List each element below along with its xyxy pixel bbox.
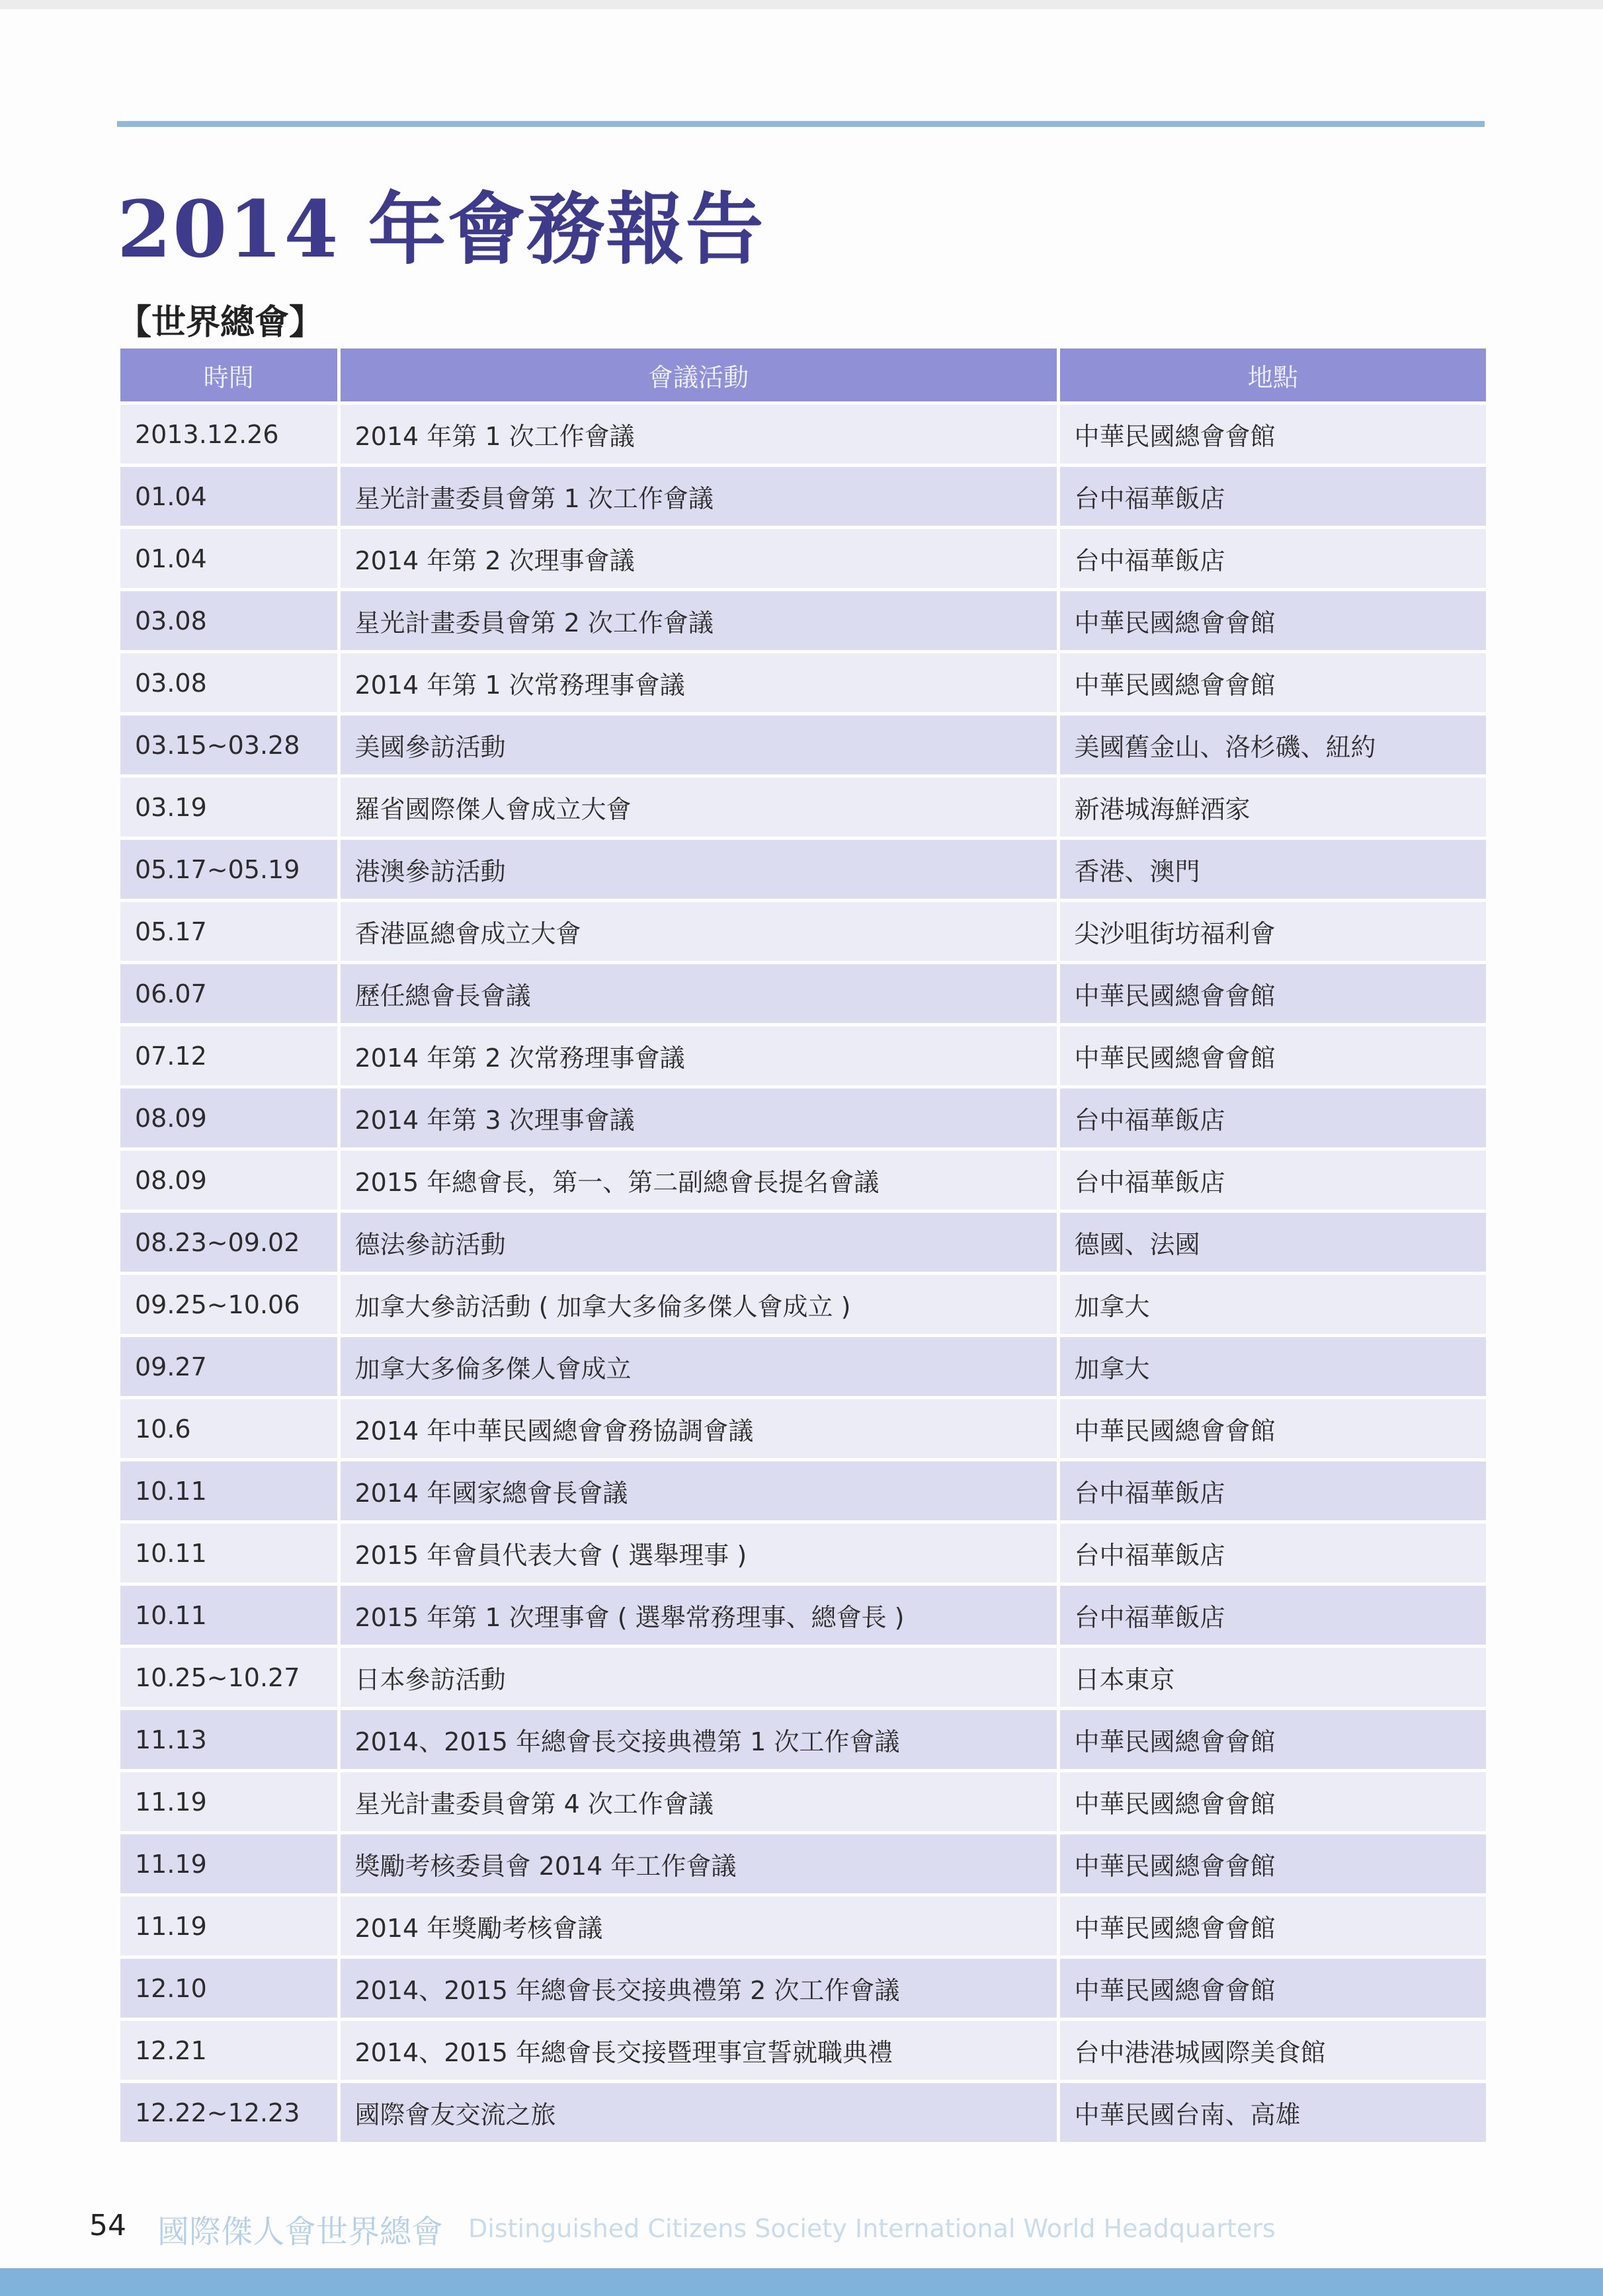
cell-date: 12.10 bbox=[120, 1957, 339, 2020]
cell-location: 新港城海鮮酒家 bbox=[1058, 776, 1486, 839]
cell-location: 台中福華飯店 bbox=[1058, 1087, 1486, 1149]
table-row bbox=[120, 714, 1486, 776]
cell-location: 美國舊金山、洛杉磯、紐約 bbox=[1058, 714, 1486, 776]
cell-activity: 2015 年總會長，第一、第二副總會長提名會議 bbox=[339, 1149, 1058, 1211]
table-row bbox=[120, 1833, 1486, 1895]
cell-location: 加拿大 bbox=[1058, 1336, 1486, 1398]
cell-location: 中華民國總會會館 bbox=[1058, 1398, 1486, 1460]
table-row bbox=[120, 1274, 1486, 1336]
cell-location: 中華民國總會會館 bbox=[1058, 1771, 1486, 1833]
table-row bbox=[120, 1398, 1486, 1460]
table-row bbox=[120, 1895, 1486, 1957]
schedule-table bbox=[120, 348, 1486, 2142]
cell-activity: 星光計畫委員會第 1 次工作會議 bbox=[339, 466, 1058, 528]
cell-date: 03.08 bbox=[120, 590, 339, 652]
footer-subtitle: Distinguished Citizens Society International World Headquarters bbox=[468, 2214, 1276, 2243]
page-title: 2014 年會務報告 bbox=[117, 183, 765, 275]
cell-activity: 2014 年第 2 次常務理事會議 bbox=[339, 1025, 1058, 1087]
cell-date: 11.19 bbox=[120, 1833, 339, 1895]
cell-activity: 2014、2015 年總會長交接典禮第 2 次工作會議 bbox=[339, 1957, 1058, 2020]
header-activity: 會議活動 bbox=[339, 348, 1058, 403]
cell-date: 05.17 bbox=[120, 901, 339, 963]
page-top-edge bbox=[0, 0, 1603, 9]
table-row bbox=[120, 466, 1486, 528]
cell-date: 10.25~10.27 bbox=[120, 1647, 339, 1709]
cell-date: 09.25~10.06 bbox=[120, 1274, 339, 1336]
table-row bbox=[120, 1771, 1486, 1833]
cell-date: 07.12 bbox=[120, 1025, 339, 1087]
table-row bbox=[120, 1709, 1486, 1771]
cell-date: 2013.12.26 bbox=[120, 403, 339, 466]
cell-activity: 日本參訪活動 bbox=[339, 1647, 1058, 1709]
cell-location: 中華民國總會會館 bbox=[1058, 590, 1486, 652]
cell-date: 12.21 bbox=[120, 2020, 339, 2082]
cell-location: 台中福華飯店 bbox=[1058, 1149, 1486, 1211]
cell-activity: 2014、2015 年總會長交接暨理事宣誓就職典禮 bbox=[339, 2020, 1058, 2082]
table-row bbox=[120, 1584, 1486, 1647]
table-row bbox=[120, 1957, 1486, 2020]
cell-date: 06.07 bbox=[120, 963, 339, 1025]
footer-title: 國際傑人會世界總會 bbox=[157, 2213, 444, 2250]
cell-activity: 加拿大參訪活動 ( 加拿大多倫多傑人會成立 ) bbox=[339, 1274, 1058, 1336]
table-row bbox=[120, 1522, 1486, 1584]
cell-date: 03.19 bbox=[120, 776, 339, 839]
table-row bbox=[120, 1025, 1486, 1087]
cell-date: 05.17~05.19 bbox=[120, 839, 339, 901]
table-row bbox=[120, 963, 1486, 1025]
table-row bbox=[120, 652, 1486, 714]
cell-activity: 2014 年第 1 次工作會議 bbox=[339, 403, 1058, 466]
cell-activity: 2014 年獎勵考核會議 bbox=[339, 1895, 1058, 1957]
cell-location: 中華民國總會會館 bbox=[1058, 963, 1486, 1025]
footer-bar bbox=[0, 2268, 1603, 2296]
cell-date: 03.15~03.28 bbox=[120, 714, 339, 776]
cell-activity: 2015 年第 1 次理事會 ( 選舉常務理事、總會長 ) bbox=[339, 1584, 1058, 1647]
cell-date: 10.6 bbox=[120, 1398, 339, 1460]
table-row bbox=[120, 1211, 1486, 1274]
cell-activity: 國際會友交流之旅 bbox=[339, 2082, 1058, 2143]
cell-date: 12.22~12.23 bbox=[120, 2082, 339, 2143]
table-row bbox=[120, 1336, 1486, 1398]
table-row bbox=[120, 901, 1486, 963]
table-row bbox=[120, 2020, 1486, 2082]
table-row bbox=[120, 1647, 1486, 1709]
cell-location: 中華民國總會會館 bbox=[1058, 1709, 1486, 1771]
cell-activity: 2015 年會員代表大會 ( 選舉理事 ) bbox=[339, 1522, 1058, 1584]
cell-activity: 香港區總會成立大會 bbox=[339, 901, 1058, 963]
cell-date: 10.11 bbox=[120, 1460, 339, 1522]
cell-activity: 獎勵考核委員會 2014 年工作會議 bbox=[339, 1833, 1058, 1895]
cell-location: 台中福華飯店 bbox=[1058, 1584, 1486, 1647]
cell-location: 中華民國總會會館 bbox=[1058, 403, 1486, 466]
cell-activity: 2014 年中華民國總會會務協調會議 bbox=[339, 1398, 1058, 1460]
cell-location: 德國、法國 bbox=[1058, 1211, 1486, 1274]
table-row bbox=[120, 1460, 1486, 1522]
section-title: 【世界總會】 bbox=[117, 302, 324, 343]
table-row bbox=[120, 590, 1486, 652]
cell-activity: 德法參訪活動 bbox=[339, 1211, 1058, 1274]
cell-date: 11.19 bbox=[120, 1771, 339, 1833]
cell-date: 11.13 bbox=[120, 1709, 339, 1771]
cell-location: 台中福華飯店 bbox=[1058, 528, 1486, 590]
cell-activity: 港澳參訪活動 bbox=[339, 839, 1058, 901]
cell-date: 01.04 bbox=[120, 528, 339, 590]
cell-location: 香港、澳門 bbox=[1058, 839, 1486, 901]
cell-activity: 歷任總會長會議 bbox=[339, 963, 1058, 1025]
header-rule bbox=[117, 121, 1485, 127]
cell-activity: 2014 年第 1 次常務理事會議 bbox=[339, 652, 1058, 714]
cell-location: 台中港港城國際美食館 bbox=[1058, 2020, 1486, 2082]
cell-location: 日本東京 bbox=[1058, 1647, 1486, 1709]
table-row bbox=[120, 1087, 1486, 1149]
cell-location: 中華民國總會會館 bbox=[1058, 1833, 1486, 1895]
table-row bbox=[120, 1149, 1486, 1211]
cell-location: 台中福華飯店 bbox=[1058, 1460, 1486, 1522]
header-location: 地點 bbox=[1058, 348, 1486, 403]
cell-location: 台中福華飯店 bbox=[1058, 466, 1486, 528]
table-row bbox=[120, 403, 1486, 466]
cell-location: 中華民國總會會館 bbox=[1058, 1025, 1486, 1087]
cell-activity: 星光計畫委員會第 4 次工作會議 bbox=[339, 1771, 1058, 1833]
cell-date: 09.27 bbox=[120, 1336, 339, 1398]
table-row bbox=[120, 839, 1486, 901]
table-row bbox=[120, 776, 1486, 839]
table-row bbox=[120, 2082, 1486, 2143]
cell-activity: 2014 年國家總會長會議 bbox=[339, 1460, 1058, 1522]
cell-activity: 羅省國際傑人會成立大會 bbox=[339, 776, 1058, 839]
cell-location: 中華民國台南、高雄 bbox=[1058, 2082, 1486, 2143]
cell-location: 中華民國總會會館 bbox=[1058, 1957, 1486, 2020]
cell-date: 01.04 bbox=[120, 466, 339, 528]
cell-date: 11.19 bbox=[120, 1895, 339, 1957]
cell-location: 中華民國總會會館 bbox=[1058, 652, 1486, 714]
cell-location: 尖沙咀街坊福利會 bbox=[1058, 901, 1486, 963]
cell-activity: 星光計畫委員會第 2 次工作會議 bbox=[339, 590, 1058, 652]
cell-activity: 2014 年第 2 次理事會議 bbox=[339, 528, 1058, 590]
cell-location: 台中福華飯店 bbox=[1058, 1522, 1486, 1584]
cell-date: 08.09 bbox=[120, 1149, 339, 1211]
table-header-row bbox=[120, 348, 1486, 403]
cell-activity: 2014 年第 3 次理事會議 bbox=[339, 1087, 1058, 1149]
cell-date: 03.08 bbox=[120, 652, 339, 714]
table-row bbox=[120, 528, 1486, 590]
table-body bbox=[120, 403, 1486, 2143]
header-date: 時間 bbox=[120, 348, 339, 403]
cell-location: 加拿大 bbox=[1058, 1274, 1486, 1336]
cell-date: 10.11 bbox=[120, 1522, 339, 1584]
cell-activity: 美國參訪活動 bbox=[339, 714, 1058, 776]
cell-activity: 2014、2015 年總會長交接典禮第 1 次工作會議 bbox=[339, 1709, 1058, 1771]
cell-location: 中華民國總會會館 bbox=[1058, 1895, 1486, 1957]
cell-date: 10.11 bbox=[120, 1584, 339, 1647]
cell-date: 08.23~09.02 bbox=[120, 1211, 339, 1274]
cell-date: 08.09 bbox=[120, 1087, 339, 1149]
cell-activity: 加拿大多倫多傑人會成立 bbox=[339, 1336, 1058, 1398]
page-number: 54 bbox=[89, 2209, 126, 2242]
